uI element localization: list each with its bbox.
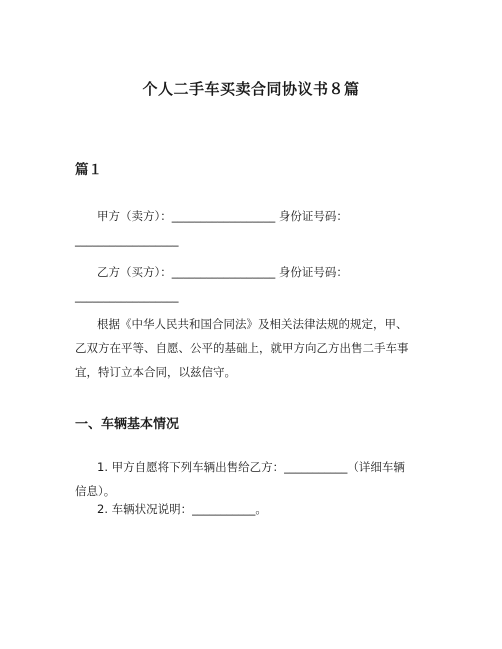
clause-1: 1. 甲方自愿将下列车辆出售给乙方：___________（详细车辆信息）。 — [75, 460, 405, 498]
vehicle-info-heading: 一、车辆基本情况 — [75, 417, 180, 432]
section-heading: 篇１ — [75, 162, 102, 178]
party-b-line: 乙方（买方）：__________________ 身份证号码：__________________ — [75, 265, 348, 303]
preamble-paragraph: 根据《中华人民共和国合同法》及相关法律法规的规定，甲、乙双方在平等、自愿、公平的基础上，就甲方向乙方出售二手车事宜，特订立本合同，以兹信守。 — [75, 317, 409, 379]
document-title: 个人二手车买卖合同协议书８篇 — [142, 80, 360, 98]
party-a-line: 甲方（卖方）：__________________ 身份证号码：__________________ — [75, 209, 348, 247]
clause-2: 2. 车辆状况说明：___________。 — [97, 502, 267, 516]
